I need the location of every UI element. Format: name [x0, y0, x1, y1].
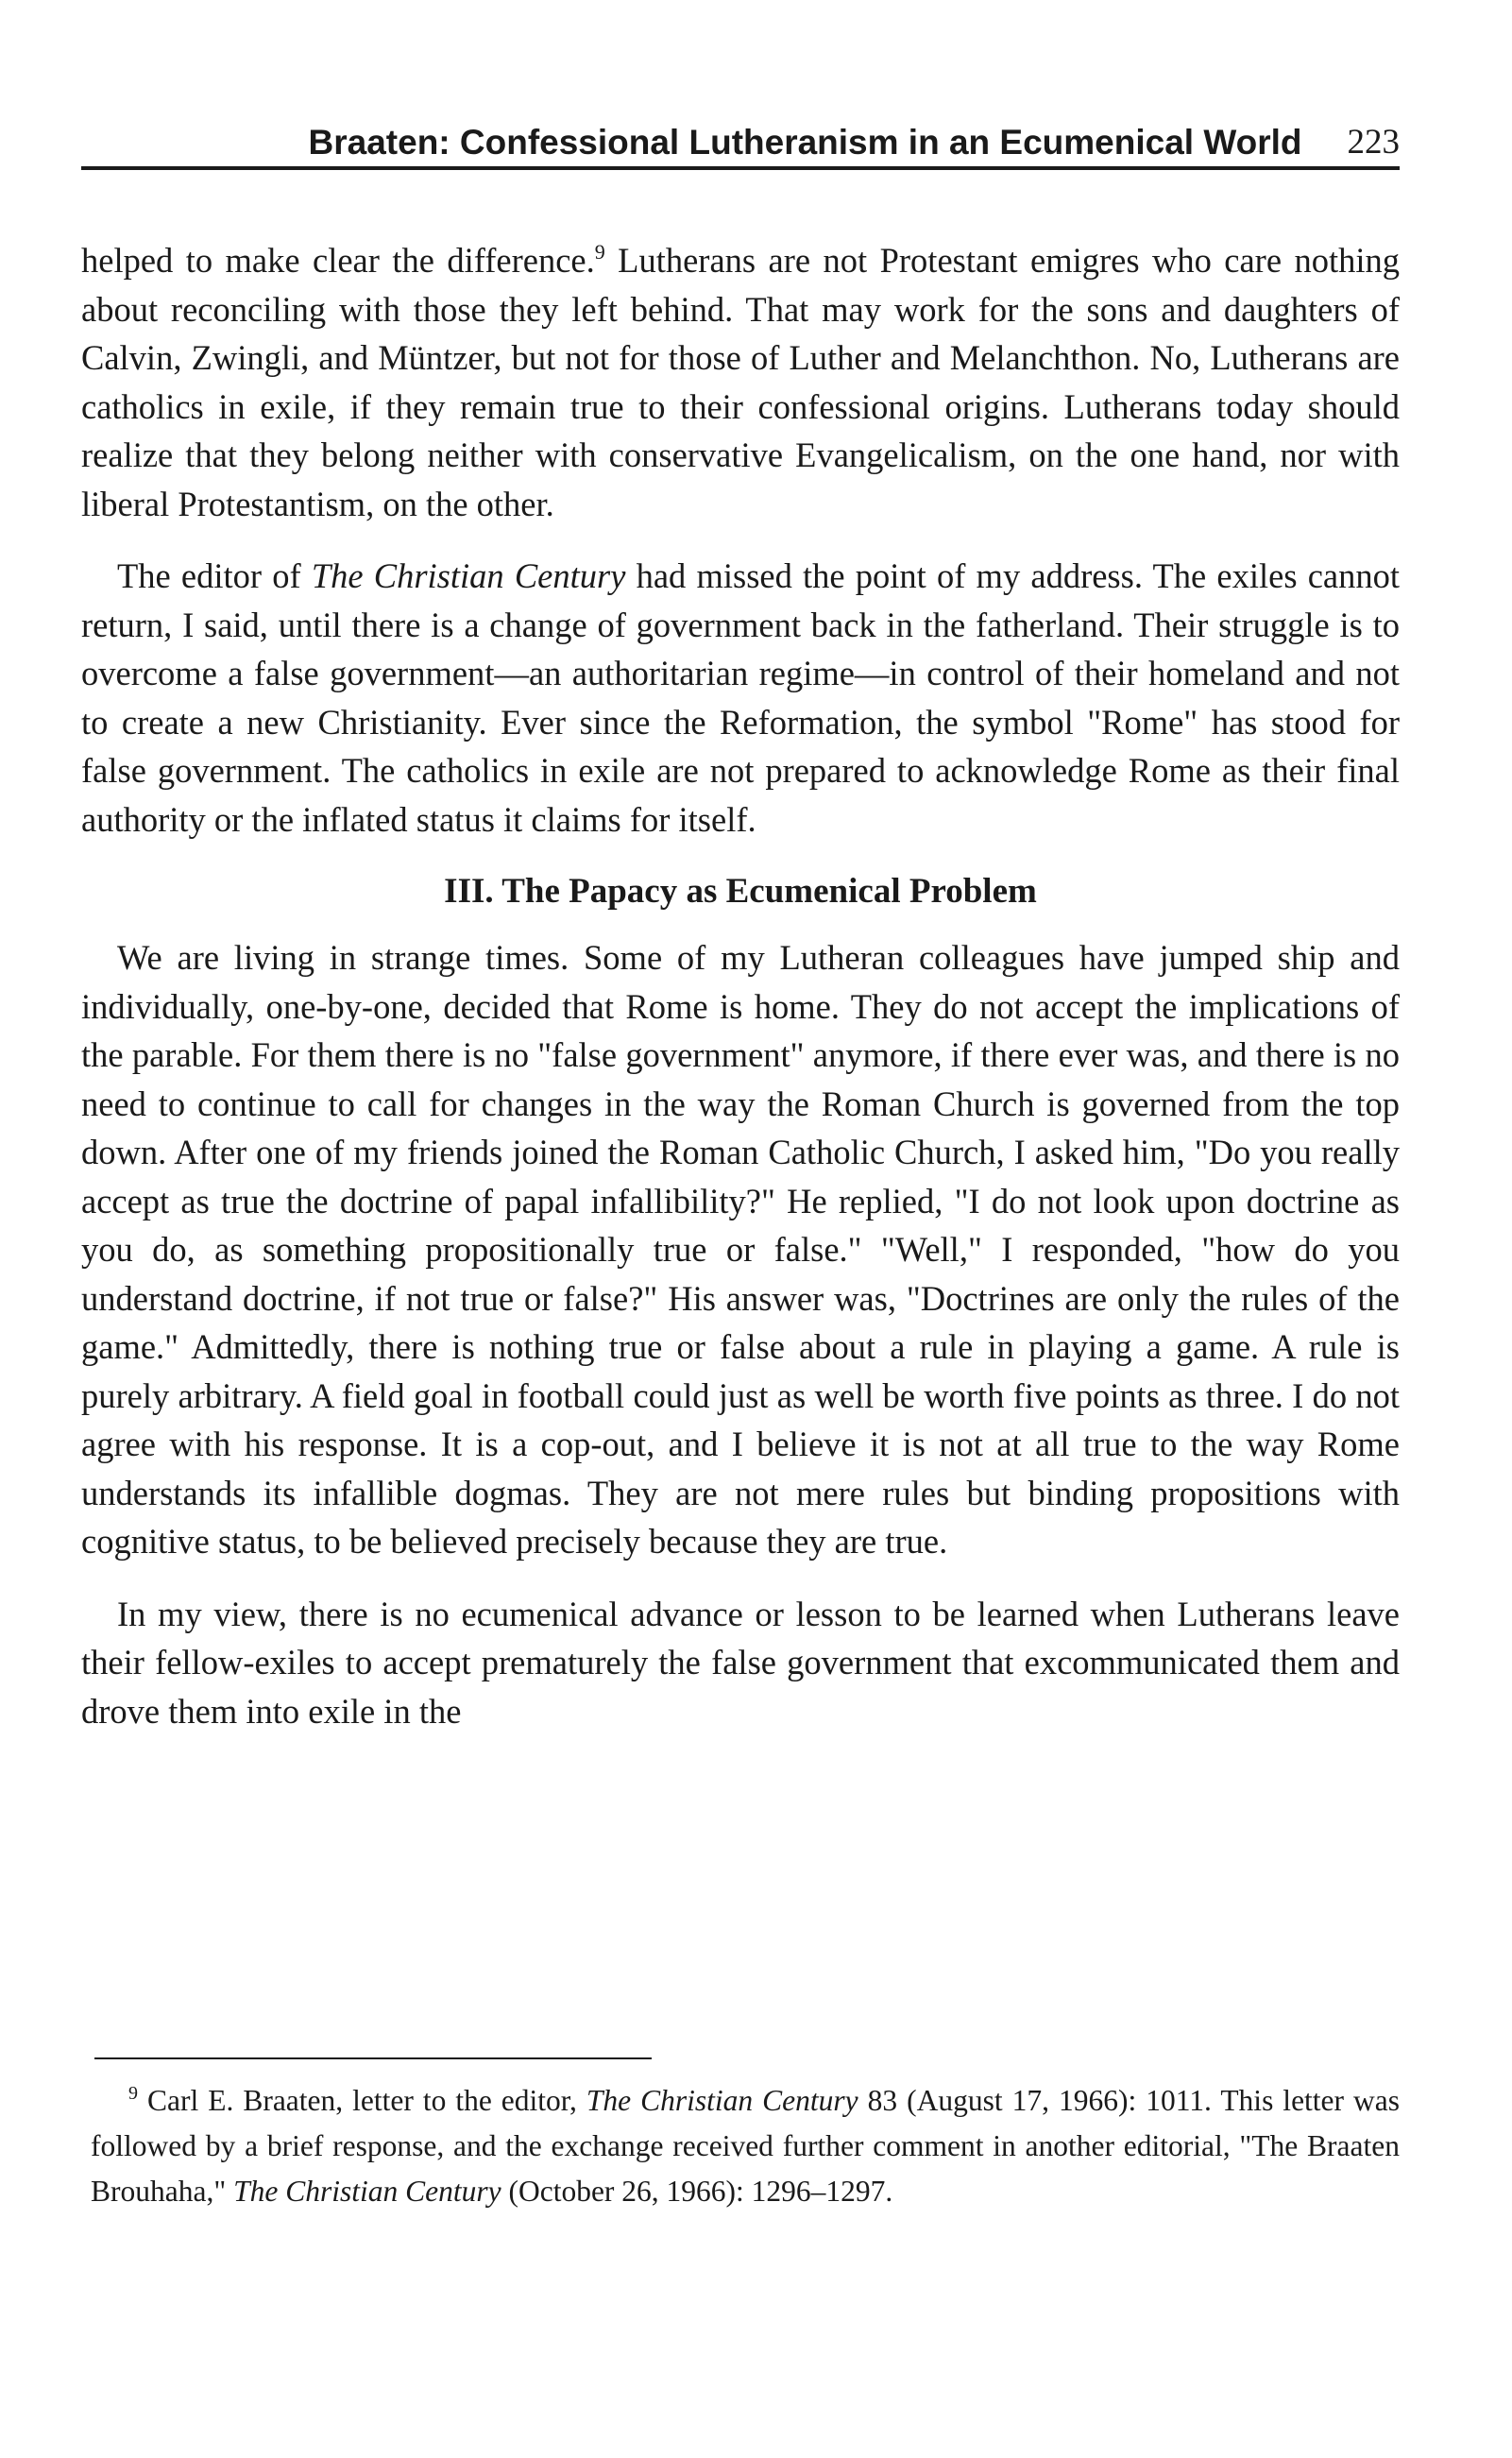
footnote-italic-2: The Christian Century [233, 2175, 501, 2208]
paragraph-2-text-b: had missed the point of my address. The exiles cannot return, I said, until there is a change of government back in the fatherland. Their struggle is to overcome a false government—an authoritarian regime—in control of their homeland and not to create a new Christianity. Ever since the Reformation, the symbol "Rome" has stood for false government. The catholics in exile are not prepared to acknowledge Rome as their final authority or the inflated status it claims for itself. [81, 556, 1400, 839]
paragraph-1-text-a: helped to make clear the difference. [81, 241, 595, 280]
running-head-title: Braaten: Confessional Lutheranism in an Ecumenical World [308, 123, 1302, 162]
footnote-text-c: (October 26, 1966): 1296–1297. [501, 2175, 893, 2208]
paragraph-2-italic-title: The Christian Century [311, 556, 626, 595]
paragraph-1-text-b: Lutherans are not Protestant emigres who care nothing about reconciling with those they left behind. That may work for the sons and daughters of Calvin, Zwingli, and Müntzer, but not for those of Luther and Melanchthon. No, Lutherans are catholics in exile, if they remain true to their confessional origins. Lutherans today should realize that they belong neither with conservative Evangelicalism, on the one hand, nor with liberal Protestantism, on the other. [81, 241, 1400, 523]
paragraph-4: In my view, there is no ecumenical advance or lesson to be learned when Lutherans leave their fellow-exiles to accept prematurely the false government that excommunicated them and drove them into exile in the [81, 1594, 1400, 1731]
paragraph-2-text-a: The editor of [117, 556, 312, 595]
footnote-9 [91, 2078, 1400, 2214]
footnote-reference: 9 [594, 240, 605, 264]
page-number: 223 [1347, 123, 1400, 162]
footnote-divider [94, 2057, 652, 2059]
footnote-text-a: Carl E. Braaten, letter to the editor, [138, 2084, 586, 2117]
footnote-text-b: 83 (August 17, 1966): 1011. This letter was followed by a brief response, and the exchange received further comment in another editorial, "The Braaten Brouhaha," [91, 2084, 1400, 2208]
paragraph-3: We are living in strange times. Some of my Lutheran colleagues have jumped ship and individually, one-by-one, decided that Rome is home. They do not accept the implications of the parable. For them there is no "false government" anymore, if there ever was, and there is no need to continue to call for changes in the way the Roman Church is governed from the top down. After one of my friends joined the Roman Catholic Church, I asked him, "Do you really accept as true the doctrine of papal infallibility?" He replied, "I do not look upon doctrine as you do, as something propositionally true or false." "Well," I responded, "how do you understand doctrine, if not true or false?" His answer was, "Doctrines are only the rules of the game." Admittedly, there is nothing true or false about a rule in playing a game. A rule is purely arbitrary. A field goal in football could just as well be worth five points as three. I do not agree with his response. It is a cop-out, and I believe it is not at all true to the way Rome understands its infallible dogmas. They are not mere rules but binding propositions with cognitive status, to be believed precisely because they are true. [81, 938, 1400, 1561]
footnote-marker: 9 [128, 2083, 138, 2104]
section-heading: III. The Papacy as Ecumenical Problem [444, 872, 1037, 911]
footnote-italic-1: The Christian Century [586, 2084, 858, 2117]
paragraph-1 [81, 236, 1400, 528]
body-text [81, 236, 1400, 1759]
running-head [81, 119, 1400, 170]
footnote [91, 2078, 1400, 2214]
paragraph-2 [81, 552, 1400, 844]
